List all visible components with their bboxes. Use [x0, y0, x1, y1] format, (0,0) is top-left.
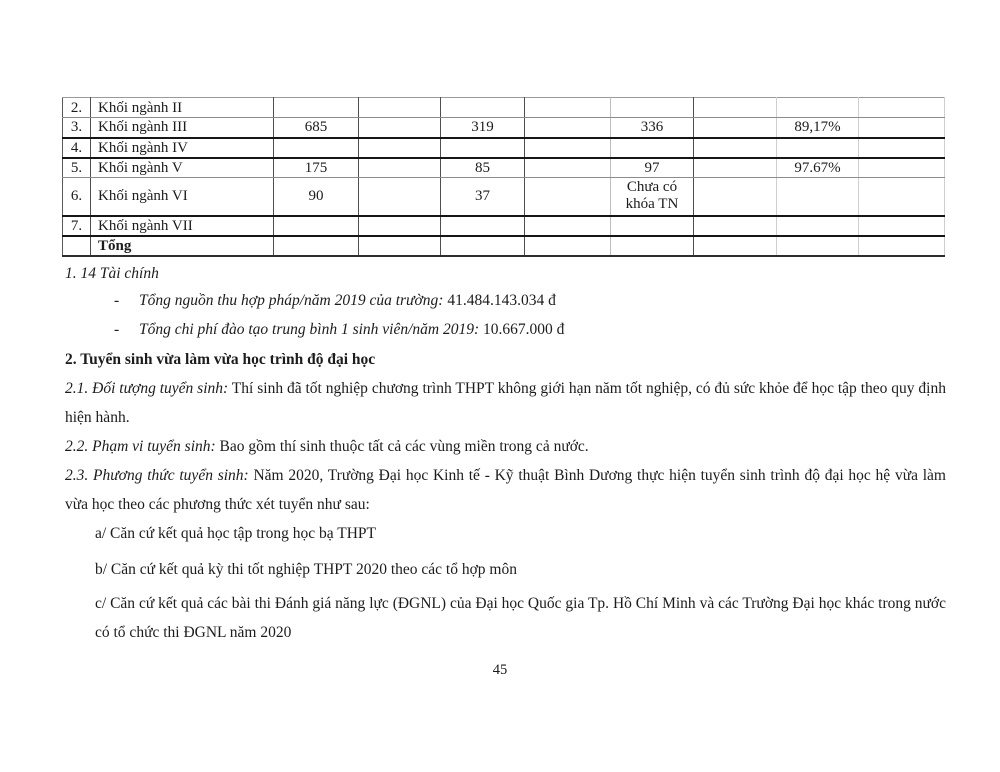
value-cell: 85	[441, 158, 525, 178]
finance-item-label: Tổng nguồn thu hợp pháp/năm 2019 của trường:	[139, 292, 444, 309]
spacer-cell	[694, 177, 777, 216]
paragraph-2-2-lead: 2.2. Phạm vi tuyển sinh:	[65, 438, 216, 455]
row-number-cell: 3.	[63, 118, 91, 138]
finance-item-value: 10.667.000 đ	[479, 321, 565, 338]
value-cell	[611, 98, 694, 118]
value-cell: 90	[274, 177, 359, 216]
paragraph-2-3-lead: 2.3. Phương thức tuyển sinh:	[65, 467, 249, 484]
spacer-cell	[359, 158, 441, 178]
spacer-cell	[359, 118, 441, 138]
spacer-cell	[694, 158, 777, 178]
paragraph-2-1-body: Thí sinh đã tốt nghiệp chương trình THPT không giới hạn năm tốt nghiệp, có đủ sức khỏe để học tập theo quy định hiện hành.	[65, 380, 946, 426]
value-cell: 175	[274, 158, 359, 178]
spacer-cell	[859, 216, 945, 236]
paragraph-2-1-lead: 2.1. Đối tượng tuyển sinh:	[65, 380, 229, 397]
spacer-cell	[859, 236, 945, 256]
label-cell: Khối ngành IV	[91, 138, 274, 158]
spacer-cell	[525, 236, 611, 256]
method-item-a: a/ Căn cứ kết quả học tập trong học bạ THPT	[95, 525, 377, 542]
value-cell: 319	[441, 118, 525, 138]
value-cell: 97	[611, 158, 694, 178]
value-cell: 37	[441, 177, 525, 216]
spacer-cell	[525, 138, 611, 158]
row-number-cell: 4.	[63, 138, 91, 158]
spacer-cell	[525, 177, 611, 216]
percent-cell	[777, 98, 859, 118]
row-number-cell: 5.	[63, 158, 91, 178]
spacer-cell	[859, 138, 945, 158]
value-cell	[611, 216, 694, 236]
value-cell: 336	[611, 118, 694, 138]
percent-cell	[777, 177, 859, 216]
percent-cell	[777, 138, 859, 158]
value-cell	[274, 216, 359, 236]
spacer-cell	[694, 216, 777, 236]
spacer-cell	[359, 236, 441, 256]
spacer-cell	[359, 138, 441, 158]
dash-bullet: -	[114, 292, 120, 309]
spacer-cell	[359, 216, 441, 236]
paragraph-2-3-body: Năm 2020, Trường Đại học Kinh tế - Kỹ thuật Bình Dương thực hiện tuyển sinh trình độ đại học hệ vừa làm vừa học theo các phương thức xét tuyển như sau:	[65, 467, 946, 513]
value-cell	[441, 138, 525, 158]
dash-bullet: -	[114, 321, 120, 338]
method-item-c: c/ Căn cứ kết quả các bài thi Đánh giá năng lực (ĐGNL) của Đại học Quốc gia Tp. Hồ Chí Minh và các Trường Đại học khác trong nước có tổ chức thi ĐGNL năm 2020	[95, 595, 946, 641]
spacer-cell	[525, 98, 611, 118]
table-row-khoi-nganh-4	[63, 138, 945, 158]
table-row-khoi-nganh-7	[63, 216, 945, 236]
spacer-cell	[359, 98, 441, 118]
spacer-cell	[694, 98, 777, 118]
spacer-cell	[525, 216, 611, 236]
finance-item-cost	[114, 315, 564, 344]
label-cell: Khối ngành V	[91, 158, 274, 178]
spacer-cell	[694, 236, 777, 256]
table-row-tong	[63, 236, 945, 256]
label-cell: Khối ngành II	[91, 98, 274, 118]
label-cell: Khối ngành III	[91, 118, 274, 138]
percent-cell: 89,17%	[777, 118, 859, 138]
label-cell: Khối ngành VII	[91, 216, 274, 236]
finance-heading: 1. 14 Tài chính	[65, 265, 159, 282]
value-cell	[611, 138, 694, 158]
table-row-khoi-nganh-5	[63, 158, 945, 178]
value-cell	[441, 236, 525, 256]
section-2-heading: 2. Tuyển sinh vừa làm vừa học trình độ đại học	[65, 351, 376, 368]
paragraph-2-3	[65, 461, 946, 519]
finance-item-revenue	[114, 286, 556, 315]
spacer-cell	[694, 118, 777, 138]
value-cell: Chưa có khóa TN	[611, 177, 694, 216]
value-cell	[611, 236, 694, 256]
value-cell	[274, 98, 359, 118]
label-cell: Khối ngành VI	[91, 177, 274, 216]
paragraph-2-1	[65, 374, 946, 432]
spacer-cell	[525, 118, 611, 138]
percent-cell	[777, 236, 859, 256]
paragraph-2-2-body: Bao gồm thí sinh thuộc tất cả các vùng miền trong cả nước.	[215, 438, 589, 455]
spacer-cell	[859, 118, 945, 138]
percent-cell	[777, 216, 859, 236]
value-cell	[274, 138, 359, 158]
row-number-cell: 2.	[63, 98, 91, 118]
value-cell	[441, 216, 525, 236]
spacer-cell	[694, 138, 777, 158]
row-number-cell	[63, 236, 91, 256]
finance-item-label: Tổng chi phí đào tạo trung bình 1 sinh viên/năm 2019:	[139, 321, 480, 338]
finance-item-value: 41.484.143.034 đ	[443, 292, 556, 309]
value-cell	[441, 98, 525, 118]
admission-results-table	[62, 97, 945, 257]
spacer-cell	[859, 177, 945, 216]
spacer-cell	[859, 98, 945, 118]
spacer-cell	[859, 158, 945, 178]
value-cell: 685	[274, 118, 359, 138]
row-number-cell: 7.	[63, 216, 91, 236]
value-cell	[274, 236, 359, 256]
page-number: 45	[492, 662, 508, 678]
row-number-cell: 6.	[63, 177, 91, 216]
spacer-cell	[525, 158, 611, 178]
percent-cell: 97.67%	[777, 158, 859, 178]
table-row-khoi-nganh-3	[63, 118, 945, 138]
paragraph-2-2	[65, 432, 589, 461]
method-item-b: b/ Căn cứ kết quả kỳ thi tốt nghiệp THPT 2020 theo các tổ hợp môn	[95, 561, 517, 578]
spacer-cell	[359, 177, 441, 216]
table-row-khoi-nganh-2	[63, 98, 945, 118]
total-label-cell: Tổng	[91, 236, 274, 256]
table-row-khoi-nganh-6	[63, 177, 945, 216]
